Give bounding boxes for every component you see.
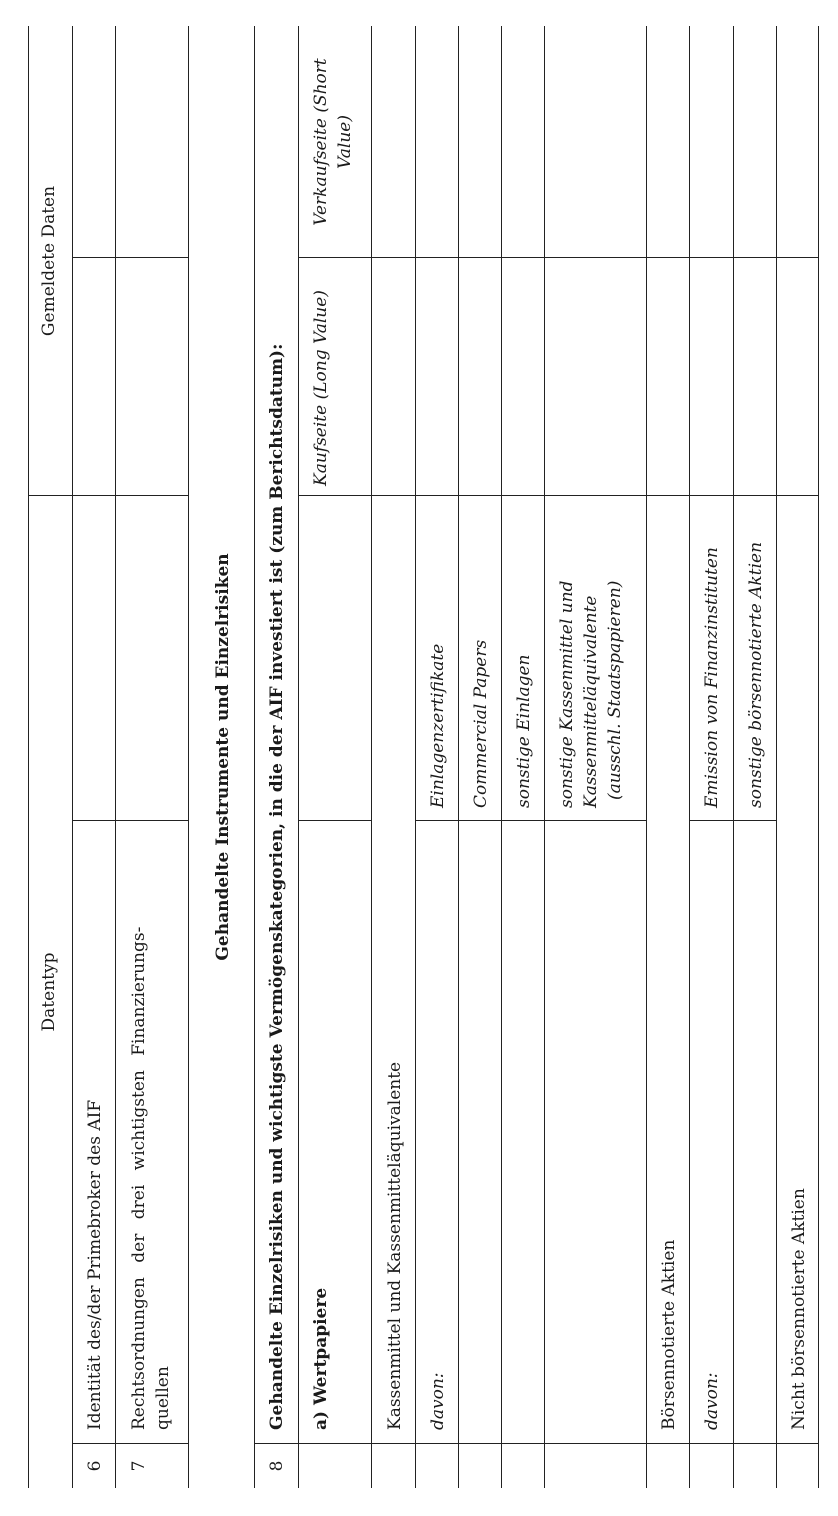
kassenmittel-other-line1: sonstige Kassenmittel und [557, 580, 577, 808]
boersennotierte-aktien-label: Börsennotierte Aktien [659, 1239, 679, 1430]
rule-aktien-sub-col [689, 820, 776, 821]
rule-row8-bottom [298, 26, 299, 1488]
kassenmittel-item-einlagenzertifikate: Einlagenzertifikate [428, 643, 448, 808]
rule-boersen-bottom [689, 26, 690, 1488]
rule-wert-label-col [298, 820, 371, 821]
kassenmittel-label: Kassenmittel und Kassenmitteläquivalente [385, 1061, 405, 1430]
kassenmittel-other-line3: (ausschl. Staatspapieren) [605, 580, 625, 800]
rule-under-header [72, 26, 73, 1488]
aktien-davon: davon: [702, 1372, 722, 1430]
rule-wert-short-col [298, 257, 818, 258]
rule-section-top [254, 26, 255, 1488]
rule-sonstige-kassen-bottom [646, 26, 647, 1488]
nicht-boersennotierte-aktien-label: Nicht börsennotierte Aktien [789, 1188, 809, 1430]
rule-nicht-boersen-bottom [818, 26, 819, 1488]
row8-number: 8 [267, 1460, 287, 1472]
row6-number: 6 [85, 1460, 105, 1472]
rule-sonstige-einlagen-bottom [544, 26, 545, 1488]
row7-label-line2: quellen [153, 1366, 173, 1430]
kassenmittel-item-sonstige-einlagen: sonstige Einlagen [514, 654, 534, 808]
row6-label: Identität des/der Primebroker des AIF [85, 1099, 105, 1430]
rule-cp-bottom [501, 26, 502, 1488]
short-value-line1: Verkaufseite (Short [311, 58, 331, 226]
row7-number: 7 [129, 1460, 149, 1472]
rule-datentyp-inner [72, 820, 188, 821]
rule-gemeldete-inner [72, 257, 188, 258]
rule-top-header [28, 26, 29, 1488]
kassenmittel-item-commercial-papers: Commercial Papers [471, 639, 491, 808]
rule-emission-bottom [733, 26, 734, 1488]
kassenmittel-davon: davon: [428, 1372, 448, 1430]
rule-kassen-sub-col [415, 820, 646, 821]
aktien-item-emission: Emission von Finanzinstituten [702, 547, 722, 808]
short-value-line2: Value) [335, 115, 355, 169]
long-value-label: Kaufseite (Long Value) [311, 290, 331, 486]
rule-einlagen-bottom [458, 26, 459, 1488]
rule-sonstige-aktien-bottom [776, 26, 777, 1488]
rule-row7-bottom [188, 26, 189, 1488]
aktien-item-sonstige: sonstige börsennotierte Aktien [746, 541, 766, 808]
rule-wert-long-col [298, 495, 818, 496]
row7-label-line1: Rechtsordnungen der drei wichtigsten Finanzierungs- [129, 926, 149, 1430]
rule-number-col-lower [298, 1443, 818, 1444]
row8-label: Gehandelte Einzelrisiken und wichtigste Vermögenskategorien, in die der AIF investiert ist (zum Berichtsdatum): [267, 343, 287, 1430]
header-datentyp: Datentyp [39, 952, 59, 1032]
kassenmittel-other-line2: Kassenmitteläquivalente [581, 595, 601, 808]
section-title: Gehandelte Instrumente und Einzelrisiken [213, 553, 233, 961]
rule-row6-bottom [115, 26, 116, 1488]
rule-kassen-bottom [415, 26, 416, 1488]
wertpapiere-label: a) Wertpapiere [311, 1287, 331, 1430]
rule-wertpapiere-bottom [371, 26, 372, 1488]
header-gemeldete-daten: Gemeldete Daten [39, 185, 59, 337]
